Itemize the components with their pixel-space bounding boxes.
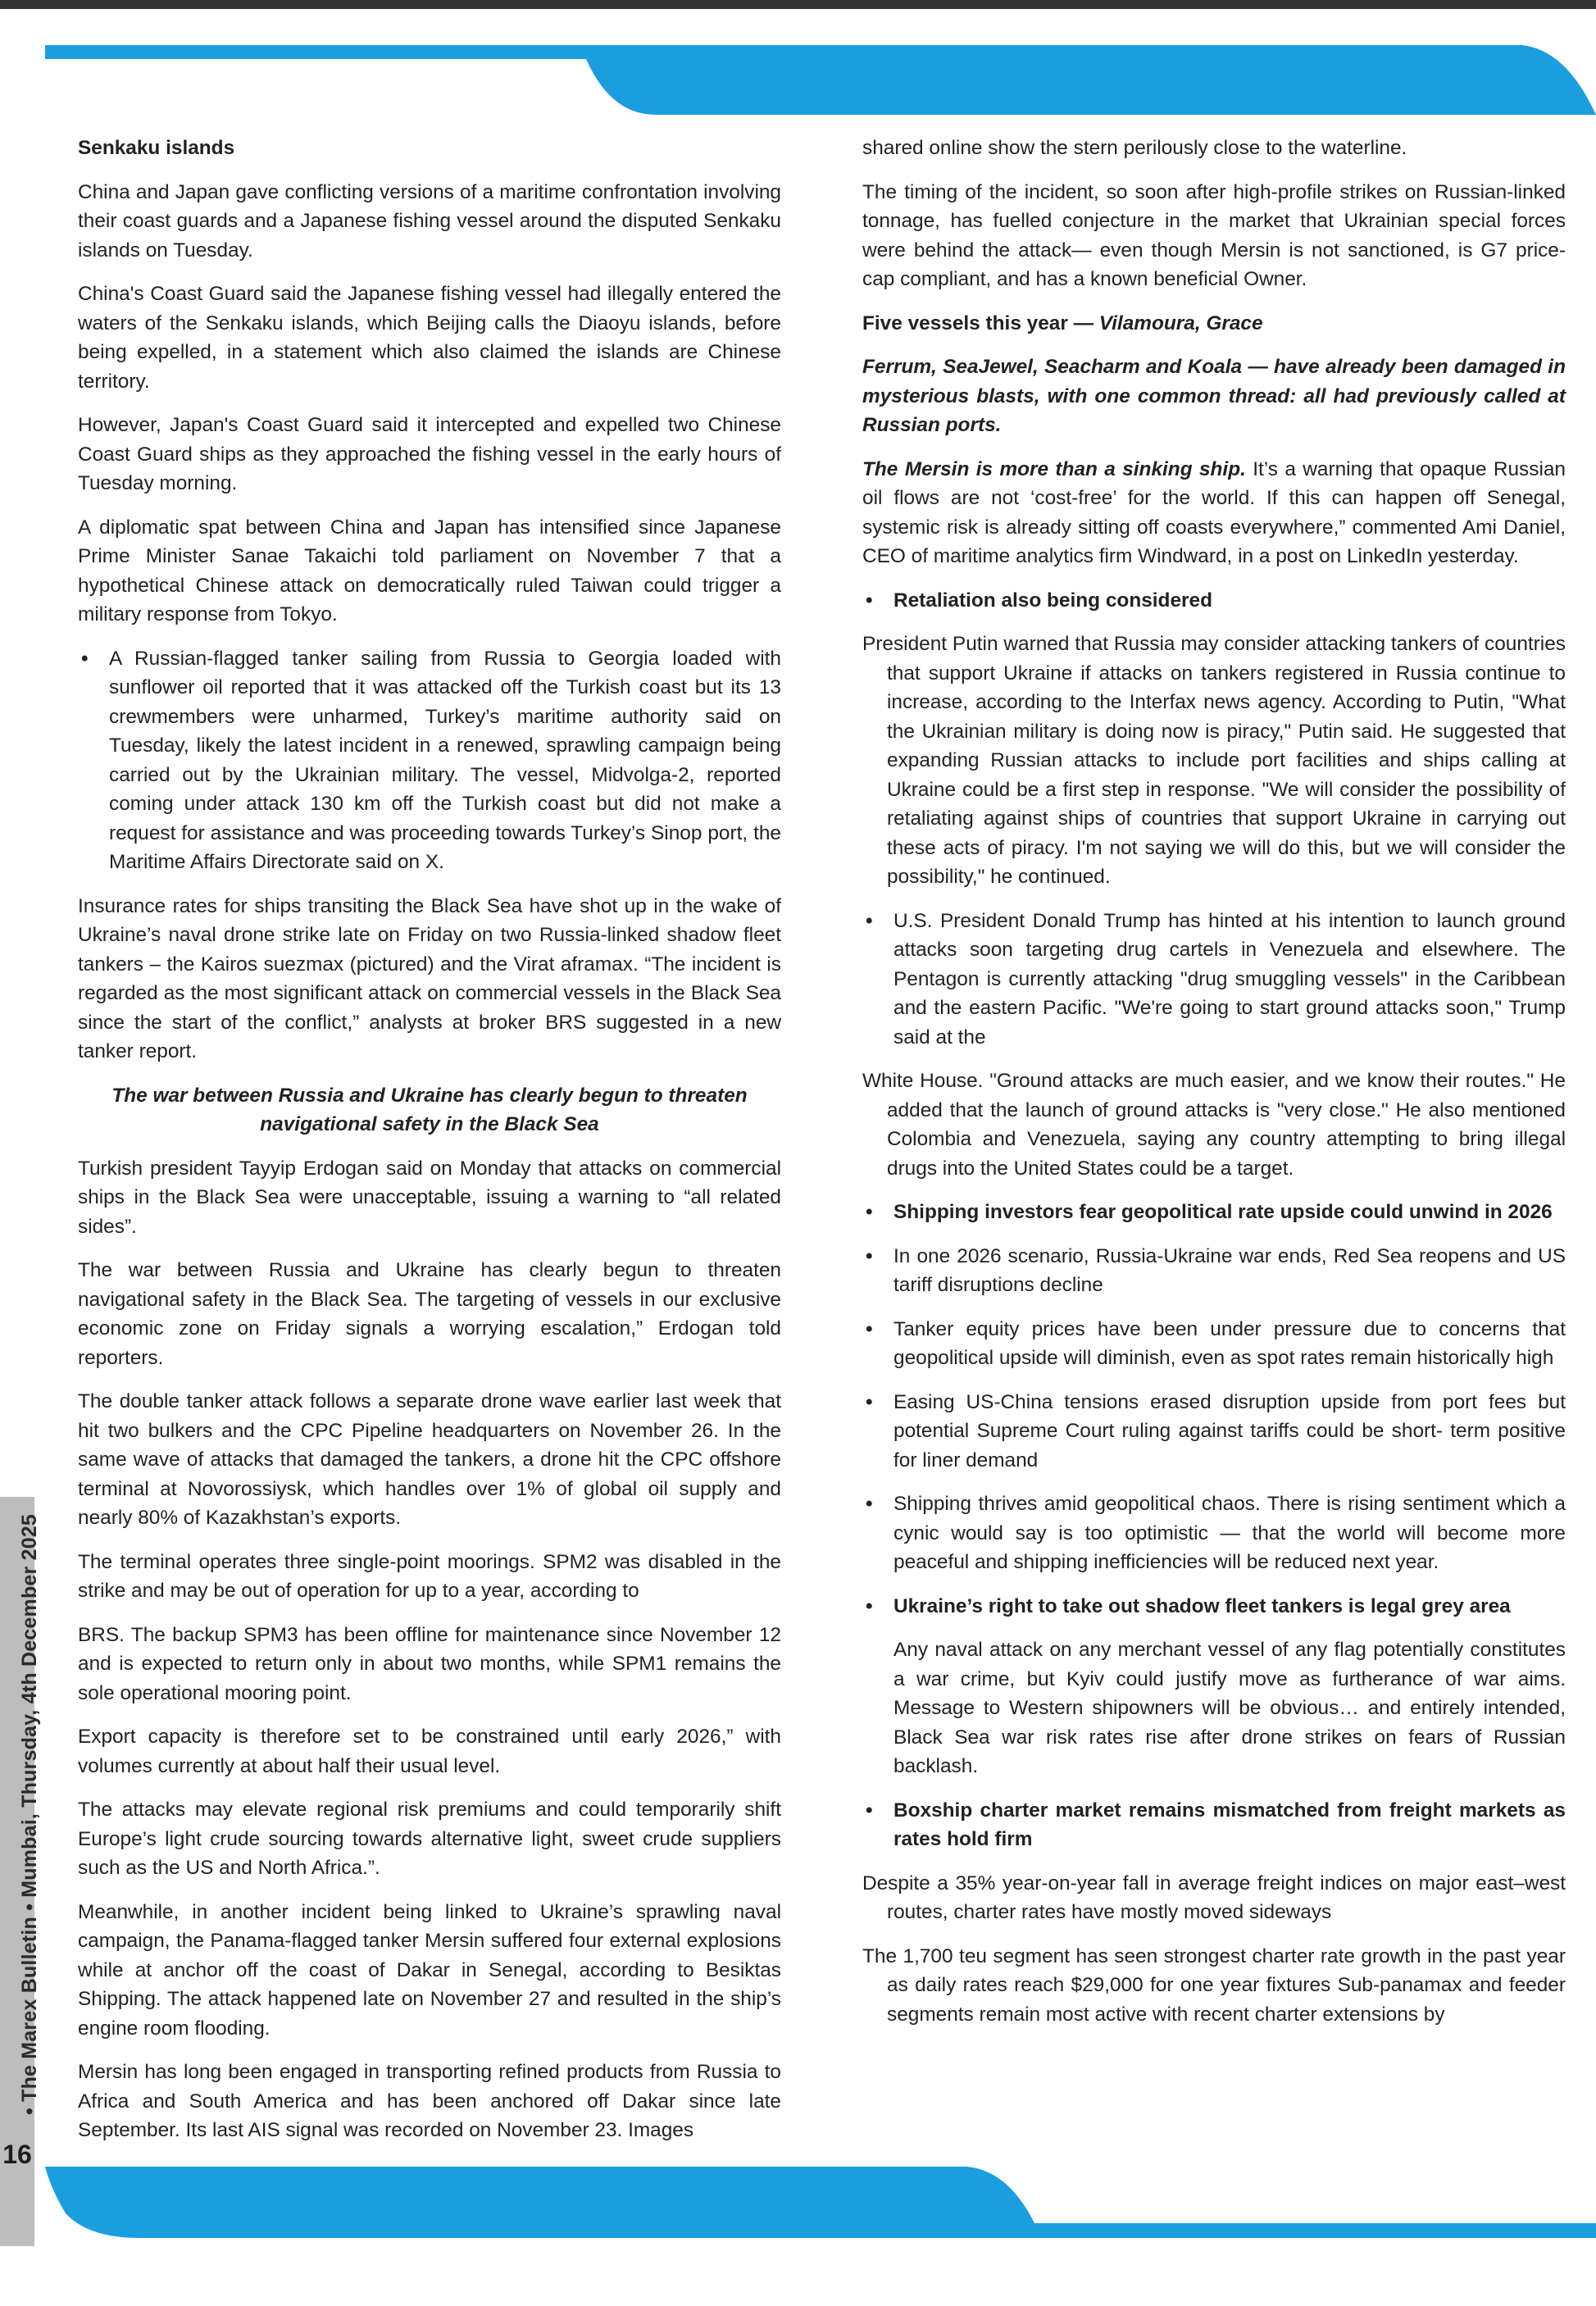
paragraph-rest: It’s a warning that opaque Russian oil flows are not ‘cost-free’ for the world. If this can happen off Senegal, systemic risk is already sitting off coasts everywhere,” commented Ami Daniel, CEO of maritime analytics firm Windward, in a post on LinkedIn yesterday. (862, 457, 1566, 567)
italic-bold-paragraph: Ferrum, SeaJewel, Seacharm and Koala — have already been damaged in mysterious blasts, with one common thread: all had previously called at Russian ports. (862, 356, 1566, 436)
hanging-paragraph: Despite a 35% year-on-year fall in average freight indices on major east–west routes, charter rates have mostly moved sideways (862, 1872, 1566, 1923)
lead-in: The Mersin is more than a sinking ship. (862, 457, 1246, 480)
section-heading: Senkaku islands (78, 137, 235, 159)
five-vessels-lead: Five vessels this year — (862, 312, 1099, 334)
paragraph: Mersin has long been engaged in transporting refined products from Russia to Africa and South America and has been anchored off Dakar since late September. Its last AIS signal was recorded on November 23. Images (78, 2061, 781, 2141)
bold-bullet-heading: • Ukraine’s right to take out shadow fleet tankers is legal grey area (862, 1592, 1566, 1621)
left-column (78, 134, 781, 2160)
bullet-item: • Tanker equity prices have been under pressure due to concerns that geopolitical upside will diminish, even as spot rates remain historically high (862, 1315, 1566, 1373)
indented-paragraph: Any naval attack on any merchant vessel of any flag potentially constitutes a war crime, but Kyiv could justify move as furtherance of war aims. Message to Western shipowners will be obvious… and entirely intended, Black Sea war risk rates rise after drone strikes on fears of Russian backlash. (893, 1639, 1566, 1777)
page-number: 16 (2, 2140, 32, 2169)
paragraph: The double tanker attack follows a separate drone wave earlier last week that hit two bulkers and the CPC Pipeline headquarters on November 26. In the same wave of attacks that damaged the tankers, a drone hit the CPC offshore terminal at Novorossiysk, which handles over 1% of global oil supply and nearly 80% of Kazakhstan’s exports. (78, 1390, 781, 1529)
five-vessels-heading (862, 309, 1566, 339)
paragraph: The war between Russia and Ukraine has clearly begun to threaten navigational safety in the Black Sea. The targeting of vessels in our exclusive economic zone on Friday signals a worrying escalation,” Erdogan told reporters. (78, 1259, 781, 1369)
hanging-paragraph: White House. "Ground attacks are much easier, and we know their routes." He added that the launch of ground attacks is "very close." He also mentioned Colombia and Venezuela, saying any country attempting to bring illegal drugs into the United States could be a target. (862, 1070, 1566, 1180)
paragraph: shared online show the stern perilously close to the waterline. (862, 137, 1407, 159)
paragraph: The timing of the incident, so soon after high-profile strikes on Russian-linked tonnage, has fuelled conjecture in the market that Ukrainian special forces were behind the attack— even though Mersin is not sanctioned, is G7 price-cap compliant, and has a known beneficial Owner. (862, 180, 1566, 290)
bold-bullet-heading: • Retaliation also being considered (862, 586, 1566, 616)
bottom-blue-banner (45, 2167, 1596, 2238)
bullet-item: • A Russian-flagged tanker sailing from Russia to Georgia loaded with sunflower oil reported that it was attacked off the Turkish coast but its 13 crewmembers were unharmed, Turkey’s maritime authority said on Tuesday, likely the latest incident in a renewed, sprawling campaign being carried out by the Ukrainian military. The vessel, Midvolga-2, reported coming under attack 130 km off the Turkish coast but did not make a request for assistance and was proceeding towards Turkey’s Sinop port, the Maritime Affairs Directorate said on X. (78, 644, 781, 877)
hanging-paragraph: The 1,700 teu segment has seen strongest charter rate growth in the past year as daily rates reach $29,000 for one year fixtures Sub-panamax and feeder segments remain most active with recent charter extensions by (862, 1944, 1566, 2026)
paragraph: Meanwhile, in another incident being linked to Ukraine’s sprawling naval campaign, the Panama-flagged tanker Mersin suffered four external explosions while at anchor off the coast of Dakar in Senegal, according to Besiktas Shipping. The attack happened late on November 27 and resulted in the ship’s engine room flooding. (78, 1900, 781, 2040)
top-blue-banner (45, 45, 1596, 115)
paragraph: Insurance rates for ships transiting the Black Sea have shot up in the wake of Ukraine’s naval drone strike late on Friday on two Russia-linked shadow fleet tankers – the Kairos suezmax (pictured) and the Virat aframax. “The incident is regarded as the most significant attack on commercial vessels in the Black Sea since the start of the conflict,” analysts at broker BRS suggested in a new tanker report. (78, 894, 781, 1062)
paragraph: China and Japan gave conflicting versions of a maritime confrontation involving their coast guards and a Japanese fishing vessel around the disputed Senkaku islands on Tuesday. (78, 180, 781, 262)
bullet-item: • In one 2026 scenario, Russia-Ukraine war ends, Red Sea reopens and US tariff disruptions decline (862, 1242, 1566, 1300)
paragraph: However, Japan's Coast Guard said it intercepted and expelled two Chinese Coast Guard ships as they approached the fishing vessel in the early hours of Tuesday morning. (78, 414, 781, 494)
bold-bullet-heading: • Boxship charter market remains mismatched from freight markets as rates hold firm (862, 1796, 1566, 1854)
bullet-item: • Shipping thrives amid geopolitical chaos. There is rising sentiment which a cynic would say is too optimistic — that the world will become more peaceful and shipping inefficiencies will be reduced next year. (862, 1490, 1566, 1577)
right-column (862, 134, 1566, 2044)
hanging-paragraph: President Putin warned that Russia may consider attacking tankers of countries that support Ukraine if attacks on tankers registered in Russia continue to increase, according to the Interfax news agency. According to Putin, "What the Ukrainian military is doing now is piracy," Putin said. He suggested that expanding Russian attacks to include port facilities and ships calling at Ukraine could be a first step in response. "We will consider the possibility of retaliating against ships of countries that support Ukraine in carrying out these acts of piracy. I'm not saying we will do this, but we will consider the possibility," he continued. (862, 633, 1566, 888)
paragraph: Turkish president Tayyip Erdogan said on Monday that attacks on commercial ships in the Black Sea were unacceptable, issuing a warning to “all related sides”. (78, 1157, 781, 1238)
publication-line: • The Marex Bulletin • Mumbai, Thursday, 4th December 2025 (18, 1513, 41, 2115)
bullet-item: • Easing US-China tensions erased disruption upside from port fees but potential Supreme Court ruling against tariffs could be short- term positive for liner demand (862, 1388, 1566, 1476)
bold-bullet-heading: • Shipping investors fear geopolitical rate upside could unwind in 2026 (862, 1198, 1566, 1227)
italic-subheading: The war between Russia and Ukraine has clearly begun to threaten navigational safety in the Black Sea (111, 1084, 748, 1135)
paragraph: The terminal operates three single-point moorings. SPM2 was disabled in the strike and may be out of operation for up to a year, according to (78, 1550, 781, 1602)
bullet-item: • U.S. President Donald Trump has hinted at his intention to launch ground attacks soon targeting drug cartels in Venezuela and elsewhere. The Pentagon is currently attacking "drug smuggling vessels" in the Caribbean and the eastern Pacific. "We're going to start ground attacks soon," Trump said at the (862, 907, 1566, 1053)
paragraph: BRS. The backup SPM3 has been offline for maintenance since November 12 and is expected to return only in about two months, while SPM1 remains the sole operational mooring point. (78, 1623, 781, 1704)
paragraph (862, 455, 1566, 571)
paragraph: A diplomatic spat between China and Japan has intensified since Japanese Prime Minister Sanae Takaichi told parliament on November 7 that a hypothetical Chinese attack on democratically ruled Taiwan could trigger a military response from Tokyo. (78, 516, 781, 625)
five-vessels-names: Vilamoura, Grace (1098, 312, 1263, 334)
paragraph: Export capacity is therefore set to be constrained until early 2026,” with volumes currently at about half their usual level. (78, 1726, 781, 1777)
paragraph: China's Coast Guard said the Japanese fishing vessel had illegally entered the waters of the Senkaku islands, which Beijing calls the Diaoyu islands, before being expelled, in a statement which also claimed the islands are Chinese territory. (78, 283, 781, 393)
paragraph: The attacks may elevate regional risk premiums and could temporarily shift Europe’s light crude sourcing towards alternative light, sweet crude suppliers such as the US and North Africa.”. (78, 1799, 781, 1879)
